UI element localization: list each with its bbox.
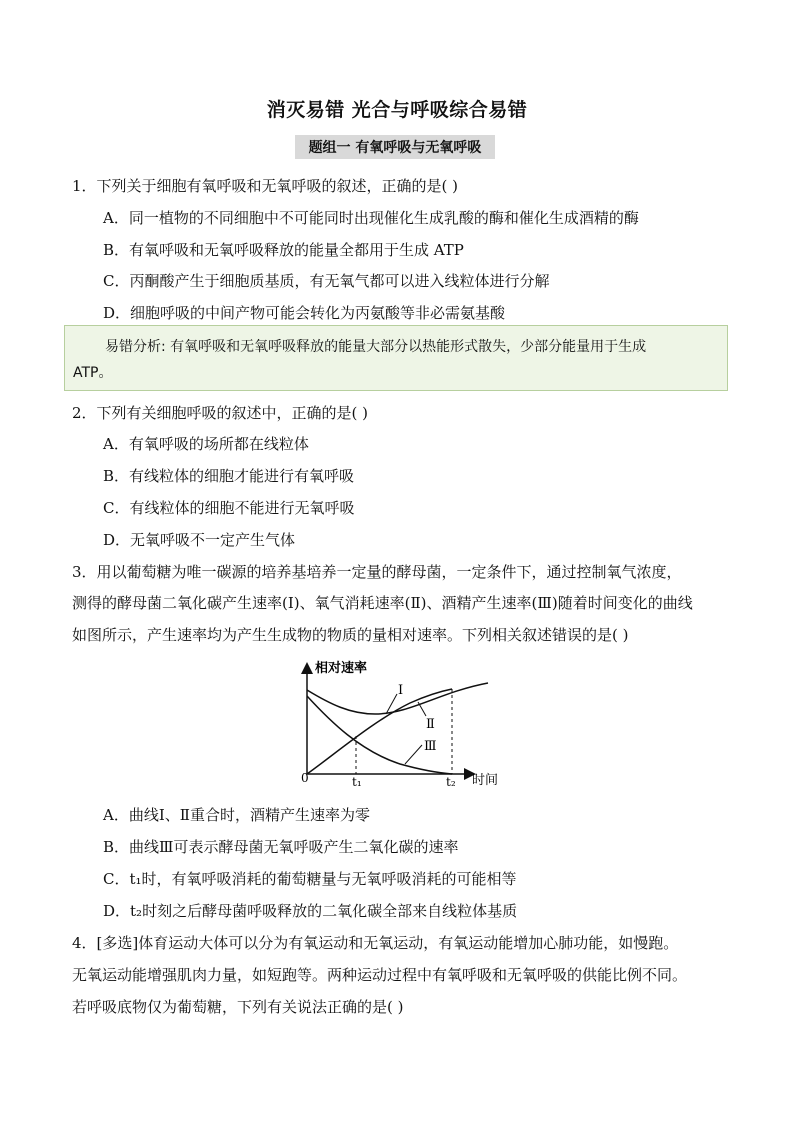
question-4-stem-line-3: 若呼吸底物仅为葡萄糖，下列有关说法正确的是( ) xyxy=(72,998,404,1016)
question-2-option-b: B．有线粒体的细胞才能进行有氧呼吸 xyxy=(103,467,355,485)
question-3-stem-line-2: 测得的酵母菌二氧化碳产生速率(Ⅰ)、氧气消耗速率(Ⅱ)、酒精产生速率(Ⅲ)随着时间变化的曲线 xyxy=(72,594,693,612)
question-1-option-a: A．同一植物的不同细胞中不可能同时出现催化生成乳酸的酶和催化生成酒精的酶 xyxy=(103,209,639,227)
curve-iii-label: Ⅲ xyxy=(424,739,437,754)
y-axis-label: 相对速率 xyxy=(315,661,368,676)
question-1-option-b: B．有氧呼吸和无氧呼吸释放的能量全都用于生成 ATP xyxy=(103,241,464,259)
question-3-stem-line-3: 如图所示，产生速率均为产生生成物的物质的量相对速率。下列相关叙述错误的是( ) xyxy=(72,626,629,644)
question-3-option-b: B．曲线Ⅲ可表示酵母菌无氧呼吸产生二氧化碳的速率 xyxy=(103,838,459,856)
error-analysis-box xyxy=(64,325,728,391)
t2-label: t₂ xyxy=(446,775,456,789)
t1-label: t₁ xyxy=(352,775,362,789)
curve-iii-leader xyxy=(405,745,422,764)
x-axis-label: 时间 xyxy=(472,773,499,788)
question-2-option-d: D．无氧呼吸不一定产生气体 xyxy=(103,531,296,549)
question-3-option-c: C．t₁时，有氧呼吸消耗的葡萄糖量与无氧呼吸消耗的可能相等 xyxy=(103,870,517,888)
curve-iii xyxy=(307,696,452,774)
question-2-option-c: C．有线粒体的细胞不能进行无氧呼吸 xyxy=(103,499,355,517)
question-3-option-a: A．曲线Ⅰ、Ⅱ重合时，酒精产生速率为零 xyxy=(103,806,370,824)
question-1-option-d: D．细胞呼吸的中间产物可能会转化为丙氨酸等非必需氨基酸 xyxy=(103,304,506,322)
question-1-option-c: C．丙酮酸产生于细胞质基质，有无氧气都可以进入线粒体进行分解 xyxy=(103,272,550,290)
error-analysis-line-1: 易错分析: 有氧呼吸和无氧呼吸释放的能量大部分以热能形式散失，少部分能量用于生成 xyxy=(105,339,647,355)
error-analysis-line-2: ATP。 xyxy=(73,365,113,381)
question-3-option-d: D．t₂时刻之后酵母菌呼吸释放的二氧化碳全部来自线粒体基质 xyxy=(103,902,518,920)
question-1-stem: 1．下列关于细胞有氧呼吸和无氧呼吸的叙述，正确的是( ) xyxy=(72,177,459,195)
curve-ii-label: Ⅱ xyxy=(426,717,435,732)
question-2-option-a: A．有氧呼吸的场所都在线粒体 xyxy=(103,435,309,453)
page-title: 消灭易错 光合与呼吸综合易错 xyxy=(266,99,528,121)
rate-time-figure xyxy=(290,656,510,792)
question-4-stem-line-2: 无氧运动能增强肌肉力量，如短跑等。两种运动过程中有氧呼吸和无氧呼吸的供能比例不同。 xyxy=(72,966,688,984)
question-2-stem: 2．下列有关细胞呼吸的叙述中，正确的是( ) xyxy=(72,404,369,422)
origin-label: 0 xyxy=(301,771,309,785)
curve-i-label: Ⅰ xyxy=(398,683,404,698)
question-3-stem-line-1: 3．用以葡萄糖为唯一碳源的培养基培养一定量的酵母菌，一定条件下，通过控制氧气浓度， xyxy=(72,563,682,581)
question-4-stem-line-1: 4．[多选]体育运动大体可以分为有氧运动和无氧运动，有氧运动能增加心肺功能，如慢跑。 xyxy=(72,934,679,952)
group-heading: 题组一 有氧呼吸与无氧呼吸 xyxy=(295,135,495,159)
